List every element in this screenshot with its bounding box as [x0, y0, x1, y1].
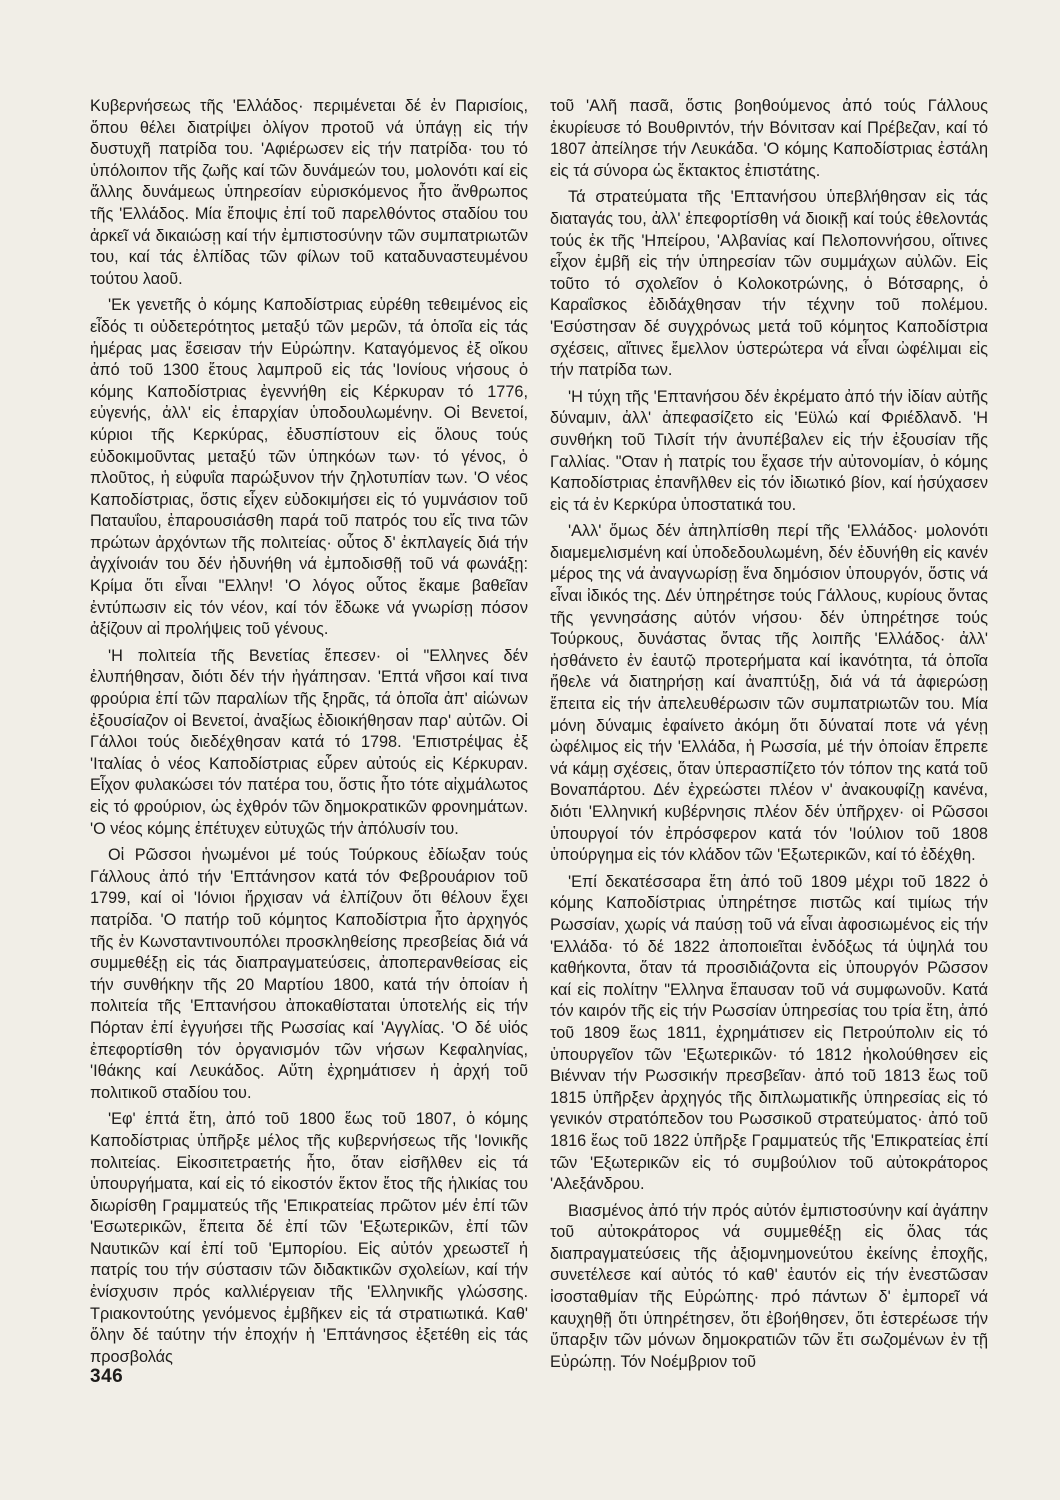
paragraph: 'Η πολιτεία τῆς Βενετίας ἔπεσεν· οἱ "Ελληνες δέν ἐλυπήθησαν, διότι δέν τήν ἠγάπησαν. 'Επτά νῆσοι καί τινα φρούρια ἐπί τῶν παραλίων τῆς ξηρᾶς, τά ὁποῖα ἀπ' αἰώνων ἐξουσίαζον οἱ Βενετοί, ἀναξίως ἐδιοικήθησαν παρ' αὐτῶν. Οἱ Γάλλοι τούς διεδέχθησαν κατά τό 1798. 'Επιστρέψας ἐξ 'Ιταλίας ὁ νέος Καποδίστριας εὗρεν αὐτούς εἰς Κέρκυραν. Εἶχον φυλακώσει τόν πατέρα του, ὅστις ἦτο τότε αἰχμάλωτος εἰς τό φρούριον, ὡς ἐχθρόν τῶν δημοκρατικῶν φρονημάτων. 'Ο νέος κόμης ἐπέτυχεν εὐτυχῶς τήν ἀπόλυσίν του. — [90, 646, 528, 838]
paragraph: Βιασμένος ἀπό τήν πρός αὐτόν ἐμπιστοσύνην καί ἀγάπην τοῦ αὐτοκράτορος νά συμμεθέξῃ εἰς ὅλας τάς διαπραγματεύσεις τῆς ἀξιομνημονεύτου ἐκείνης ἐποχῆς, συνετέλεσε καί αὐτός τό καθ' ἑαυτόν εἰς τήν ἐνεστῶσαν ἰσοσταθμίαν τῆς Εὐρώπης· πρό πάντων δ' ἐμπορεῖ νά καυχηθῇ ὅτι ὑπηρέτησεν, ὅτι ἐβοήθησεν, ὅτι ἐστερέωσε τήν ὕπαρξιν τῶν μόνων δημοκρατιῶν τῶν ἔτι σωζομένων ἐν τῇ Εὐρώπῃ. Τόν Νοέμβριον τοῦ — [550, 1201, 988, 1371]
left-text-column — [90, 96, 528, 1373]
paragraph: 'Η τύχη τῆς 'Επτανήσου δέν ἐκρέματο ἀπό τήν ἰδίαν αὐτῆς δύναμιν, ἀλλ' ἀπεφασίζετο εἰς 'Εϋλώ καί Φριέδλανδ. 'Η συνθήκη τοῦ Τιλσίτ τήν ἀνυπέβαλεν εἰς τήν ἐξουσίαν τῆς Γαλλίας. "Οταν ἡ πατρίς του ἔχασε τήν αὐτονομίαν, ὁ κόμης Καποδίστριας ἐπανῆλθεν εἰς τόν ἰδιωτικό βίον, καί ἡσύχασεν εἰς τά ἐν Κερκύρα ὑποστατικά του. — [550, 387, 988, 514]
paragraph: Τά στρατεύματα τῆς 'Επτανήσου ὑπεβλήθησαν εἰς τάς διαταγάς του, ἀλλ' ἐπεφορτίσθη νά διοικῇ καί τούς ἐθελοντάς τούς ἐκ τῆς 'Ηπείρου, 'Αλβανίας καί Πελοποννήσου, οἵτινες εἶχον ἐμβῆ εἰς τήν ὑπηρεσίαν τῶν συμμάχων αὐλῶν. Εἰς τοῦτο τό σχολεῖον ὁ Κολοκοτρώνης, ὁ Βότσαρης, ὁ Καραΐσκος ἐδιδάχθησαν τήν τέχνην τοῦ πολέμου. 'Εσύστησαν δέ συγχρόνως μετά τοῦ κόμητος Καποδίστρια σχέσεις, αἵτινες ἔμελλον ὑστερώτερα νά εἶναι ὠφέλιμαι εἰς τήν πατρίδα των. — [550, 188, 988, 380]
paragraph: 'Εκ γενετῆς ὁ κόμης Καποδίστριας εὑρέθη τεθειμένος εἰς εἶδός τι οὐδετερότητος μεταξύ τῶν μερῶν, τά ὁποῖα εἰς τάς ἡμέρας μας ἔσεισαν τήν Εὐρώπην. Καταγόμενος ἐξ οἴκου ἀπό τοῦ 1300 ἔτους λαμπροῦ εἰς τάς 'Ιονίους νήσους ὁ κόμης Καποδίστριας ἐγεννήθη εἰς Κέρκυραν τό 1776, εὐγενής, ἀλλ' εἰς ἐπαρχίαν ὑποδουλωμένην. Οἱ Βενετοί, κύριοι τῆς Κερκύρας, ἐδυσπίστουν εἰς ὅλους τούς εὐδοκιμοῦντας μεταξύ τῶν ὑπηκόων των· τό γένος, ὁ πλοῦτος, ἡ εὐφυΐα παρώξυνον τήν ζηλοτυπίαν των. 'Ο νέος Καποδίστριας, ὅστις εἶχεν εὐδοκιμήσει εἰς τό γυμνάσιον τοῦ Παταυΐου, ἐπαρουσιάσθη παρά τοῦ πατρός του εἴς τινα τῶν πρώτων ἀρχόντων τῆς πολιτείας· οὗτος δ' ἐκπλαγείς διά τήν ἀγχίνοιάν του δέν ἠδυνήθη νά ἐμποδισθῇ τοῦ νά φωνάξῃ: Κρίμα ὅτι εἶναι "Ελλην! 'Ο λόγος οὗτος ἔκαμε βαθεῖαν ἐντύπωσιν εἰς τόν νέον, καί τόν ἔδωκε νά γνωρίσῃ πόσον ἀξίζουν αἱ προλήψεις τοῦ γένους. — [90, 296, 528, 639]
paragraph: 'Αλλ' ὅμως δέν ἀπηλπίσθη περί τῆς 'Ελλάδος· μολονότι διαμεμελισμένη καί ὑποδεδουλωμένη, δέν ἐδυνήθη εἰς κανέν μέρος της νά ἀναγνωρίσῃ ἕνα δημόσιον ὑπουργόν, ὅστις νά εἶναι ἰδικός της. Δέν ὑπηρέτησε τούς Γάλλους, κυρίους ὄντας τῆς γεννησάσης αὐτόν νήσου· δέν ὑπηρέτησε τούς Τούρκους, δυνάστας ὄντας τῆς λοιπῆς 'Ελλάδος· ἀλλ' ἠσθάνετο ἐν ἑαυτῷ προτερήματα καί ἱκανότητα, τά ὁποῖα ἤθελε νά διατηρήσῃ καί ἀναπτύξῃ, διά νά τά ἀφιερώσῃ ἔπειτα εἰς τήν ἀπελευθέρωσιν τῶν συμπατριωτῶν του. Μία μόνη δύναμις ἐφαίνετο ἀκόμη ὅτι δύναταί ποτε νά γένῃ ὠφέλιμος εἰς τήν 'Ελλάδα, ἡ Ρωσσία, μέ τήν ὁποίαν ἔπρεπε νά κάμῃ σχέσεις, ὅταν ὑπερασπίζετο τόν τόπον της κατά τοῦ Βοναπάρτου. Δέν ἐχρεώστει πλέον ν' ἀνακουφίζῃ κανένα, διότι 'Ελληνική κυβέρνησις πλέον δέν ὑπῆρχεν· οἱ Ρῶσσοι ὑπουργοί τόν ἐπρόσφερον κατά τόν 'Ιούλιον τοῦ 1808 ὑπούργημα εἰς τόν κλάδον τῶν 'Εξωτερικῶν, καί τό ἐδέχθη. — [550, 522, 988, 865]
paragraph: Κυβερνήσεως τῆς 'Ελλάδος· περιμένεται δέ ἐν Παρισίοις, ὅπου θέλει διατρίψει ὀλίγον προτοῦ νά ὑπάγῃ εἰς τήν δυστυχῆ πατρίδα του. 'Αφιέρωσεν εἰς τήν πατρίδα· του τό ὑπόλοιπον τῆς ζωῆς καί τῶν δυνάμεών του, μολονότι καί εἰς ἄλλης δυνάμεως ὑπηρεσίαν εὑρισκόμενος ἦτο ἄνθρωπος τῆς 'Ελλάδος. Μία ἔποψις ἐπί τοῦ παρελθόντος σταδίου του ἀρκεῖ νά δικαιώσῃ καί τήν ἐμπιστοσύνην τῶν συμπατριωτῶν του, καί τάς ἐλπίδας τῶν φίλων τοῦ καταδυναστευμένου τούτου λαοῦ. — [90, 97, 528, 288]
paragraph: 'Επί δεκατέσσαρα ἔτη ἀπό τοῦ 1809 μέχρι τοῦ 1822 ὁ κόμης Καποδίστριας ὑπηρέτησε πιστῶς καί τιμίως τήν Ρωσσίαν, χωρίς νά παύσῃ τοῦ νά εἶναι ἀφοσιωμένος εἰς τήν 'Ελλάδα· τό δέ 1822 ἀποποιεῖται ἐνδόξως τά ὑψηλά του καθήκοντα, ὅταν τά προσιδιάζοντα εἰς ὑπουργόν Ρῶσσον καί εἰς πολίτην "Ελληνα ἔπαυσαν τοῦ νά συμφωνοῦν. Κατά τόν καιρόν τῆς εἰς τήν Ρωσσίαν ὑπηρεσίας του τρία ἔτη, ἀπό τοῦ 1809 ἕως 1811, ἐχρημάτισεν εἰς Πετρούπολιν εἰς τό ὑπουργεῖον τῶν 'Εξωτερικῶν· τό 1812 ἠκολούθησεν εἰς Βιένναν τήν Ρωσσικήν πρεσβεῖαν· ἀπό τοῦ 1813 ἕως τοῦ 1815 ὑπῆρξεν ἀρχηγός τῆς διπλωματικῆς ὑπηρεσίας εἰς τό γενικόν στρατόπεδον του Ρωσσικοῦ στρατεύματος· ἀπό τοῦ 1816 ἕως τοῦ 1822 ὑπῆρξε Γραμματεύς τῆς 'Επικρατείας ἐπί τῶν 'Εξωτερικῶν εἰς τό συμβούλιον τοῦ αὐτοκράτορος 'Αλεξάνδρου. — [550, 872, 988, 1194]
paragraph: τοῦ 'Αλῆ πασᾶ, ὅστις βοηθούμενος ἀπό τούς Γάλλους ἐκυρίευσε τό Βουθριντόν, τήν Βόνιτσαν καί Πρέβεζαν, καί τό 1807 ἀπείλησε τήν Λευκάδα. 'Ο κόμης Καποδίστριας ἐστάλη εἰς τά σύνορα ὡς ἔκτακτος ἐπιστάτης. — [550, 97, 988, 180]
paragraph: Οἱ Ρῶσσοι ἡνωμένοι μέ τούς Τούρκους ἐδίωξαν τούς Γάλλους ἀπό τήν 'Επτάνησον κατά τόν Φεβρουάριον τοῦ 1799, καί οἱ 'Ιόνιοι ἤρχισαν νά ἐλπίζουν ὅτι θέλουν ἔχει πατρίδα. 'Ο πατήρ τοῦ κόμητος Καποδίστρια ἦτο ἀρχηγός τῆς ἐν Κωνσταντινουπόλει προσκληθείσης πρεσβείας διά νά συμμεθέξῃ εἰς τάς διαπραγματεύσεις, ἀποπερανθείσας εἰς τήν συνθήκην τῆς 20 Μαρτίου 1800, κατά τήν ὁποίαν ἡ πολιτεία τῆς 'Επτανήσου ἀποκαθίσταται ὑποτελής εἰς τήν Πόρταν ἐπί ἐγγυήσει τῆς Ρωσσίας καί 'Αγγλίας. 'Ο δέ υἱός ἐπεφορτίσθη τόν ὀργανισμόν τῶν νήσων Κεφαληνίας, 'Ιθάκης καί Λευκάδος. Αὕτη ἐχρημάτισεν ἡ ἀρχή τοῦ πολιτικοῦ σταδίου του. — [90, 846, 528, 1102]
paragraph: 'Εφ' ἑπτά ἔτη, ἀπό τοῦ 1800 ἕως τοῦ 1807, ὁ κόμης Καποδίστριας ὑπῆρξε μέλος τῆς κυβερνήσεως τῆς 'Ιονικῆς πολιτείας. Εἰκοσιτετραετής ἦτο, ὅταν εἰσῆλθεν εἰς τά ὑπουργήματα, καί εἰς τό εἰκοστόν ἕκτον ἔτος τῆς ἡλικίας του διωρίσθη Γραμματεύς τῆς 'Επικρατείας πρῶτον μέν ἐπί τῶν 'Εσωτερικῶν, ἔπειτα δέ ἐπί τῶν 'Εξωτερικῶν, ἐπί τῶν Ναυτικῶν καί ἐπί τοῦ 'Εμπορίου. Εἰς αὐτόν χρεωστεῖ ἡ πατρίς του τήν σύστασιν τῶν διδακτικῶν σχολείων, καί τήν ἐνίσχυσιν πρός καλλιέργειαν τῆς 'Ελληνικῆς γλώσσης. Τριακοντούτης γενόμενος ἐμβῆκεν εἰς τά στρατιωτικά. Καθ' ὅλην δέ ταύτην τήν ἐποχήν ἡ 'Επτάνησος ἐξετέθη εἰς τάς προσβολάς — [90, 1110, 528, 1366]
page-number: 346 — [90, 1366, 124, 1387]
right-text-column — [550, 96, 988, 1378]
